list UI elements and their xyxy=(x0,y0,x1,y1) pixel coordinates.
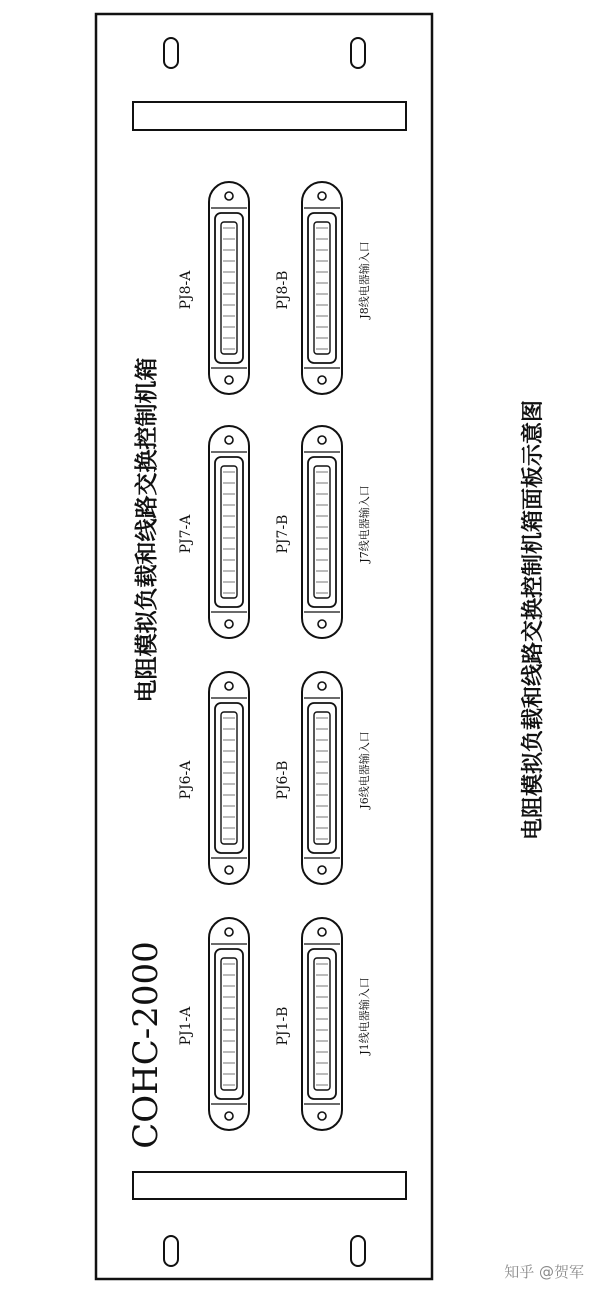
connector-label: PJ7-A xyxy=(178,514,194,554)
connector-pj7-b xyxy=(302,426,342,638)
screw-hole-icon xyxy=(225,376,233,384)
screw-hole-icon xyxy=(318,620,326,628)
mounting-slot-icon xyxy=(351,38,365,68)
input-port-label: J6线电器输入口 xyxy=(358,731,371,809)
connector-label: PJ6-A xyxy=(178,760,194,800)
model-number: COHC-2000 xyxy=(126,941,166,1149)
screw-hole-icon xyxy=(318,436,326,444)
connector-pins xyxy=(221,958,237,1090)
connector-pj6-b xyxy=(302,672,342,884)
connector-body xyxy=(308,457,336,607)
mounting-slot-icon xyxy=(164,38,178,68)
screw-hole-icon xyxy=(225,866,233,874)
connector-body xyxy=(308,949,336,1099)
connector-body xyxy=(215,457,243,607)
screw-hole-icon xyxy=(225,192,233,200)
connector-pj1-a xyxy=(209,918,249,1130)
screw-hole-icon xyxy=(318,1112,326,1120)
connector-pins xyxy=(221,466,237,598)
label-strip-top xyxy=(133,102,406,130)
input-port-label: J8线电器输入口 xyxy=(358,241,371,319)
connector-pins xyxy=(221,712,237,844)
connector-label: PJ7-B xyxy=(275,514,291,554)
connector-label: PJ8-A xyxy=(178,270,194,310)
connector-label: PJ1-B xyxy=(275,1006,291,1046)
screw-hole-icon xyxy=(318,682,326,690)
mounting-slot-icon xyxy=(351,1236,365,1266)
watermark: 知乎 @贺军 xyxy=(504,1263,584,1281)
label-strip-bottom xyxy=(133,1172,406,1199)
screw-hole-icon xyxy=(225,1112,233,1120)
screw-hole-icon xyxy=(318,928,326,936)
screw-hole-icon xyxy=(225,620,233,628)
panel-title: 电阻模拟负载和线路交换控制机箱 xyxy=(134,357,160,703)
connector-label: PJ8-B xyxy=(275,270,291,310)
input-port-label: J1线电器输入口 xyxy=(358,977,371,1055)
connector-pins xyxy=(314,958,330,1090)
screw-hole-icon xyxy=(318,376,326,384)
screw-hole-icon xyxy=(225,436,233,444)
connector-body xyxy=(308,703,336,853)
connector-pj7-a xyxy=(209,426,249,638)
connector-body xyxy=(215,949,243,1099)
connector-pj8-a xyxy=(209,182,249,394)
screw-hole-icon xyxy=(225,928,233,936)
input-port-label: J7线电器输入口 xyxy=(358,485,371,563)
connector-pins xyxy=(314,222,330,354)
connector-pj6-a xyxy=(209,672,249,884)
connector-pins xyxy=(221,222,237,354)
connector-body xyxy=(215,213,243,363)
screw-hole-icon xyxy=(225,682,233,690)
connector-pj8-b xyxy=(302,182,342,394)
connector-pj1-b xyxy=(302,918,342,1130)
connector-body xyxy=(215,703,243,853)
connector-body xyxy=(308,213,336,363)
connector-pins xyxy=(314,712,330,844)
screw-hole-icon xyxy=(318,866,326,874)
connector-pins xyxy=(314,466,330,598)
connector-label: PJ1-A xyxy=(178,1006,194,1046)
connector-label: PJ6-B xyxy=(275,760,291,800)
screw-hole-icon xyxy=(318,192,326,200)
mounting-slot-icon xyxy=(164,1236,178,1266)
diagram-caption: 电阻模拟负载和线路交换控制机箱面板示意图 xyxy=(521,399,546,841)
